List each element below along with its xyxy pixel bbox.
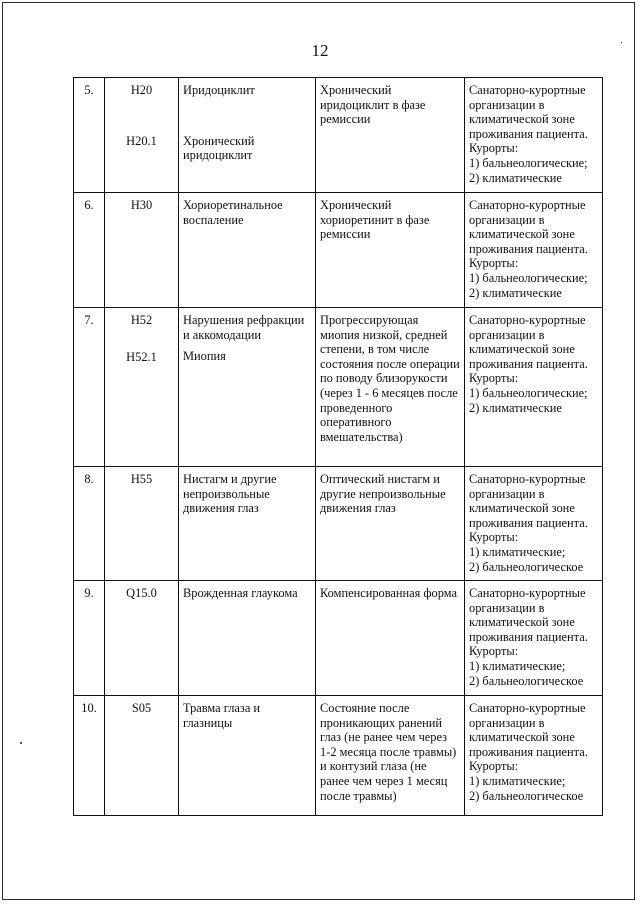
- facility-cell: Санаторно-курортные организации в климатической зоне проживания пациента. Курорты: 1) бальнеологические; 2) климатические: [465, 308, 603, 467]
- condition-cell: Компенсированная форма: [316, 581, 465, 696]
- facility-cell: Санаторно-курортные организации в климатической зоне проживания пациента. Курорты: 1) климатические; 2) бальнеологическое: [465, 581, 603, 696]
- diagnosis-code: H20: [130, 83, 153, 97]
- scan-speck: [621, 42, 622, 43]
- condition-cell: Прогрессирующая миопия низкой, средней степени, в том числе состояния после операции по поводу близорукости (через 1 - 6 месяцев после проведенного оперативного вмешательства): [316, 308, 465, 467]
- facility-cell: Санаторно-курортные организации в климатической зоне проживания пациента. Курорты: 1) климатические; 2) бальнеологическое: [465, 467, 603, 581]
- row-number: 10.: [74, 696, 105, 816]
- diagnosis-code-cell: [105, 193, 179, 308]
- diagnosis-code-cell: [105, 696, 179, 816]
- diagnosis-code-cell: [105, 581, 179, 696]
- sanatorium-indications-table: [73, 77, 603, 816]
- diagnosis-code: H30: [130, 198, 153, 212]
- disease-name-cell: [179, 696, 316, 816]
- table-row: [74, 467, 603, 581]
- row-number: 8.: [74, 467, 105, 581]
- disease-name-cell: [179, 78, 316, 193]
- disease-name: Миопия: [183, 349, 226, 364]
- diagnosis-code: H52.1: [126, 349, 157, 364]
- facility-cell: Санаторно-курортные организации в климатической зоне проживания пациента. Курорты: 1) бальнеологические; 2) климатические: [465, 193, 603, 308]
- disease-name: Нистагм и другие непроизвольные движения глаз: [183, 472, 277, 516]
- condition-cell: Хронический хориоретинит в фазе ремиссии: [316, 193, 465, 308]
- row-number: 5.: [74, 78, 105, 193]
- row-number: 9.: [74, 581, 105, 696]
- disease-name: Хориоретинальное воспаление: [183, 198, 283, 227]
- page-number: 12: [311, 41, 329, 60]
- diagnosis-code-cell: [105, 467, 179, 581]
- facility-cell: Санаторно-курортные организации в климатической зоне проживания пациента. Курорты: 1) бальнеологические; 2) климатические: [465, 78, 603, 193]
- table-row: [74, 78, 603, 193]
- facility-cell: Санаторно-курортные организации в климатической зоне проживания пациента. Курорты: 1) климатические; 2) бальнеологическое: [465, 696, 603, 816]
- condition-cell: Состояние после проникающих ранений глаз (не ранее чем через 1-2 месяца после травмы) и контузий глаза (не ранее чем через 1 месяц после травмы): [316, 696, 465, 816]
- table-row: [74, 696, 603, 816]
- diagnosis-code: Q15.0: [126, 586, 157, 600]
- diagnosis-code: S05: [131, 701, 152, 715]
- diagnosis-code: H20.1: [126, 133, 157, 148]
- table-row: [74, 308, 603, 467]
- disease-name: Травма глаза и глазницы: [183, 701, 261, 730]
- disease-name: Нарушения рефракции и аккомодации: [183, 313, 305, 342]
- disease-name: Хронический иридоциклит: [183, 133, 255, 163]
- disease-name-cell: [179, 193, 316, 308]
- disease-name: Врожденная глаукома: [183, 586, 298, 600]
- disease-name-cell: [179, 581, 316, 696]
- condition-cell: Хронический иридоциклит в фазе ремиссии: [316, 78, 465, 193]
- disease-name-cell: [179, 467, 316, 581]
- diagnosis-code-cell: [105, 308, 179, 467]
- scan-speck: [20, 742, 22, 744]
- condition-cell: Оптический нистагм и другие непроизвольные движения глаз: [316, 467, 465, 581]
- table-row: [74, 581, 603, 696]
- diagnosis-code: H55: [130, 472, 153, 486]
- diagnosis-code: H52: [130, 313, 153, 327]
- disease-name: Иридоциклит: [183, 83, 255, 97]
- table-row: [74, 193, 603, 308]
- disease-name-cell: [179, 308, 316, 467]
- diagnosis-code-cell: [105, 78, 179, 193]
- row-number: 7.: [74, 308, 105, 467]
- row-number: 6.: [74, 193, 105, 308]
